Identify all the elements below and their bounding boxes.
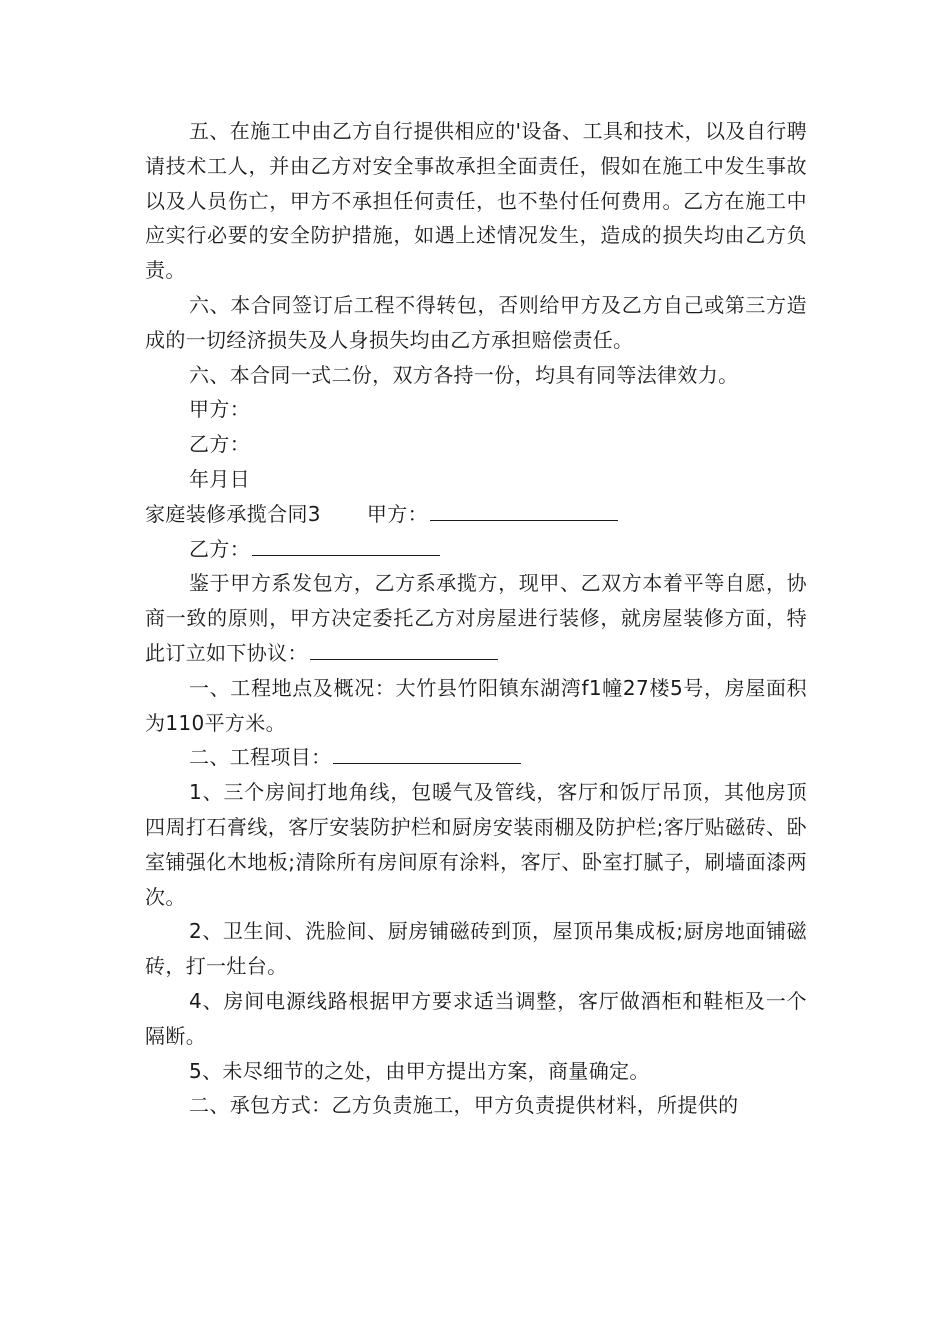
signature-date: 年月日 bbox=[189, 466, 251, 491]
section-1-location: 一、工程地点及概况：大竹县竹阳镇东湖湾f1幢27楼5号，房屋面积为110平方米。 bbox=[145, 675, 807, 735]
signature-party-b: 乙方： bbox=[189, 432, 251, 457]
party-b-blank bbox=[252, 533, 440, 556]
preamble-blank bbox=[310, 637, 498, 660]
section-2-blank bbox=[333, 741, 521, 764]
party-b-label: 乙方： bbox=[189, 536, 251, 561]
item-4-electrical: 4、房间电源线路根据甲方要求适当调整，客厅做酒柜和鞋柜及一个隔断。 bbox=[145, 988, 807, 1048]
party-b-line bbox=[145, 532, 807, 567]
section-contract-method: 二、承包方式：乙方负责施工，甲方负责提供材料，所提供的 bbox=[189, 1093, 739, 1118]
document-body bbox=[145, 114, 807, 1123]
preamble bbox=[145, 566, 807, 670]
clause-5-safety: 五、在施工中由乙方自行提供相应的'设备、工具和技术，以及自行聘请技术工人，并由乙方对安全事故承担全面责任，假如在施工中发生事故以及人员伤亡，甲方不承担任何责任，也不垫付任何费用。乙方在施工中应实行必要的安全防护措施，如遇上述情况发生，造成的损失均由乙方负责。 bbox=[145, 119, 807, 283]
contract-title: 家庭装修承揽合同3 bbox=[145, 501, 321, 526]
section-2-items-label: 二、工程项目： bbox=[189, 745, 332, 770]
preamble-text: 鉴于甲方系发包方，乙方系承揽方，现甲、乙双方本着平等自愿，协商一致的原则，甲方决定委托乙方对房屋进行装修，就房屋装修方面，特此订立如下协议： bbox=[145, 571, 807, 665]
item-2-bathroom-kitchen: 2、卫生间、洗脸间、厨房铺磁砖到顶，屋顶吊集成板;厨房地面铺磁砖，打一灶台。 bbox=[145, 919, 807, 979]
party-a-blank bbox=[430, 498, 618, 521]
clause-6-copies: 六、本合同一式二份，双方各持一份，均具有同等法律效力。 bbox=[189, 362, 739, 387]
party-a-label: 甲方： bbox=[366, 501, 428, 526]
clause-6-no-subcontract: 六、本合同签订后工程不得转包，否则给甲方及乙方自己或第三方造成的一切经济损失及人身损失均由乙方承担赔偿责任。 bbox=[145, 292, 807, 352]
item-1-rooms: 1、三个房间打地角线，包暖气及管线，客厅和饭厅吊顶，其他房顶四周打石膏线，客厅安装防护栏和厨房安装雨棚及防护栏;客厅贴磁砖、卧室铺强化木地板;清除所有房间原有涂料，客厅、卧室打腻子，刷墙面漆两次。 bbox=[145, 780, 807, 909]
contract-header-line bbox=[145, 497, 807, 532]
section-2-items-heading bbox=[145, 740, 807, 775]
item-5-details: 5、未尽细节的之处，由甲方提出方案，商量确定。 bbox=[189, 1058, 650, 1083]
signature-party-a: 甲方： bbox=[189, 397, 251, 422]
